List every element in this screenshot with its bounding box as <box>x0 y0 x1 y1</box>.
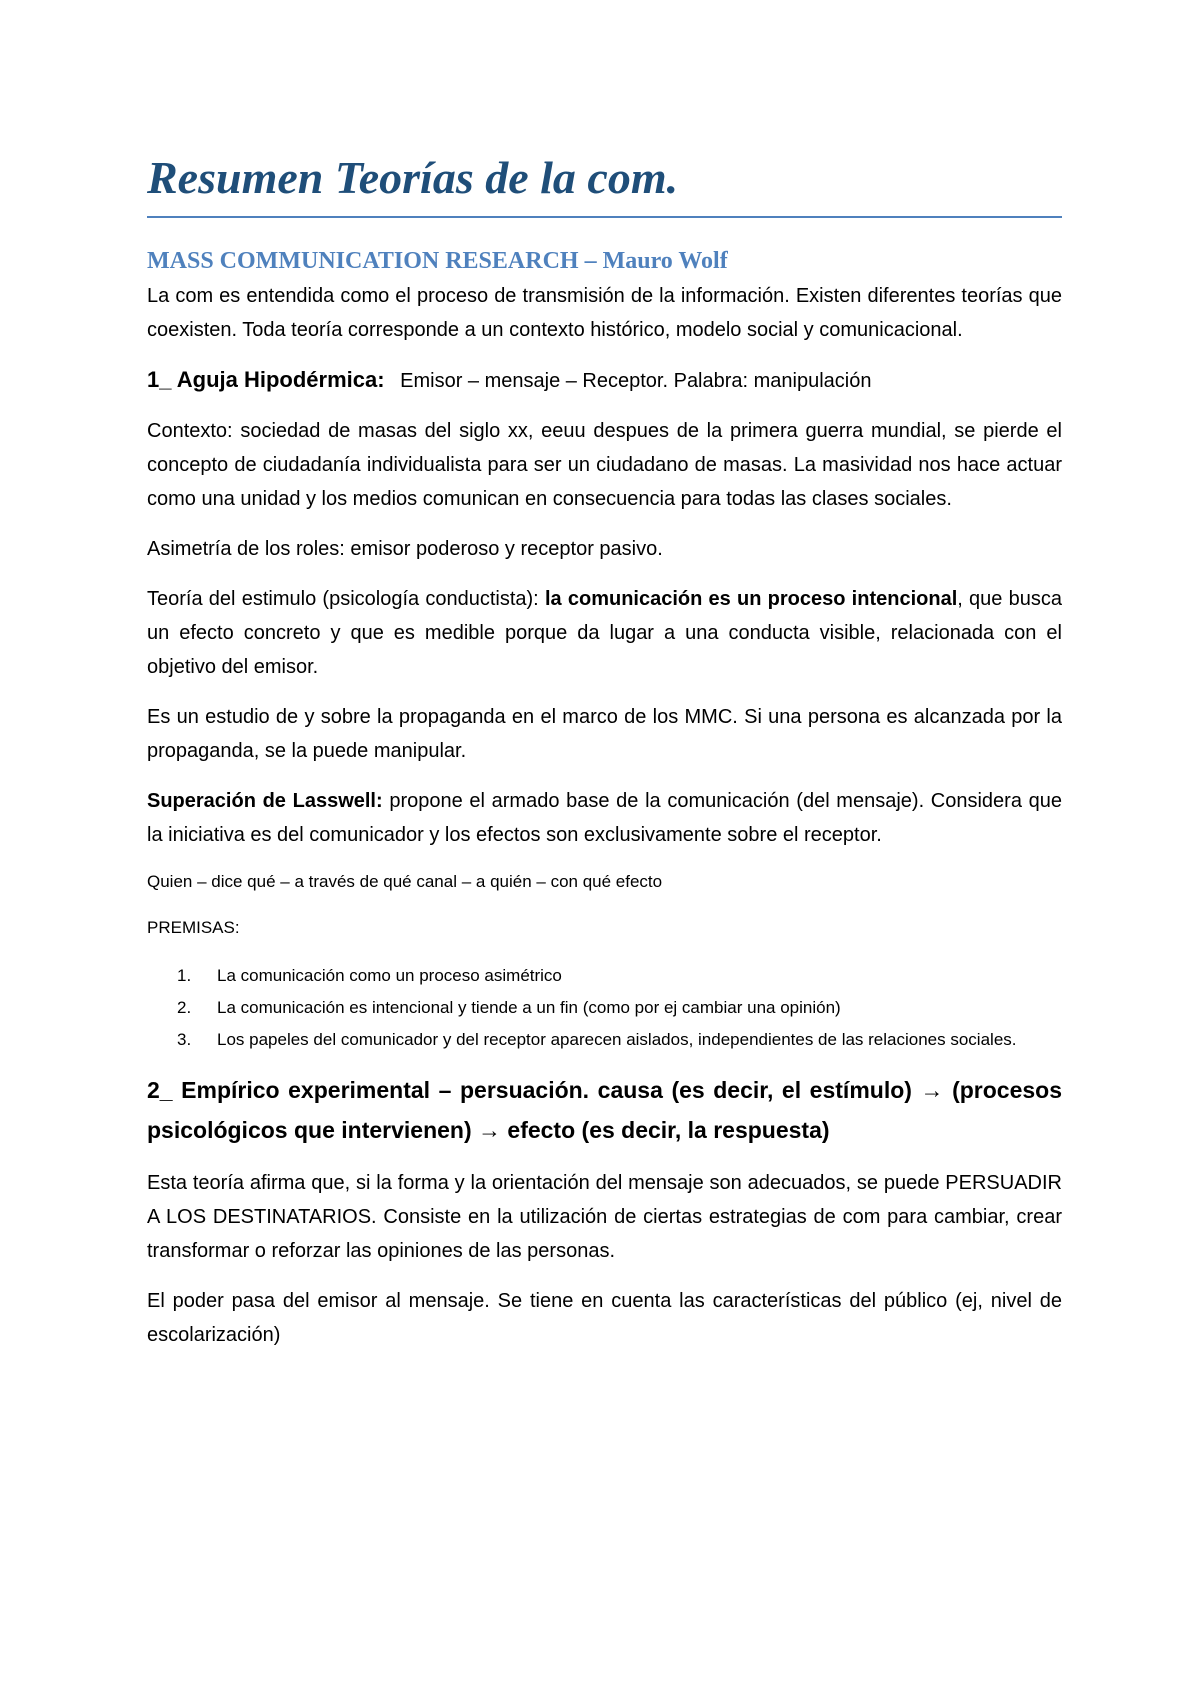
asimetria-paragraph: Asimetría de los roles: emisor poderoso y receptor pasivo. <box>147 538 663 560</box>
premisas-list <box>147 960 1062 1056</box>
lasswell-formula: Quien – dice qué – a través de qué canal – a quién – con qué efecto <box>147 872 663 891</box>
list-item <box>147 1024 1062 1056</box>
section1-subtitle: Emisor – mensaje – Receptor. Palabra: manipulación <box>400 370 872 392</box>
document-title: Resumen Teorías de la com. <box>147 150 1062 218</box>
section1-title: 1_ Aguja Hipodérmica: <box>147 367 385 392</box>
section2-paragraph-1: Esta teoría afirma que, si la forma y la orientación del mensaje son adecuados, se puede PERSUADIR A LOS DESTINATARIOS. Consiste en la utilización de ciertas estrategias de com para cambiar, crear transformar o reforzar las opiniones de las personas. <box>147 1172 1062 1262</box>
teoria-paragraph <box>147 582 1062 684</box>
document-content <box>147 150 1062 1368</box>
teoria-bold: la comunicación es un proceso intencional <box>544 588 958 610</box>
list-item <box>147 960 1062 992</box>
section2-heading: 2_ Empírico experimental – persuación. causa (es decir, el estímulo) → (procesos psicológicos que intervienen) → efecto (es decir, la respuesta) <box>147 1077 1062 1143</box>
section1-heading <box>147 363 1062 398</box>
intro-paragraph: La com es entendida como el proceso de transmisión de la información. Existen diferentes teorías que coexisten. Toda teoría corresponde a un contexto histórico, modelo social y comunicacional. <box>147 285 1062 341</box>
list-number: 3. <box>177 1030 192 1049</box>
list-text: Los papeles del comunicador y del receptor aparecen aislados, independientes de las relaciones sociales. <box>217 1030 1017 1049</box>
premisas-label: PREMISAS: <box>147 918 240 937</box>
list-text: La comunicación es intencional y tiende a un fin (como por ej cambiar una opinión) <box>217 998 841 1017</box>
contexto-paragraph: Contexto: sociedad de masas del siglo xx, eeuu despues de la primera guerra mundial, se pierde el concepto de ciudadanía individualista para ser un ciudadano de masas. La masividad nos hace actuar como una unidad y los medios comunican en consecuencia para todas las clases sociales. <box>147 420 1062 510</box>
section-heading: MASS COMMUNICATION RESEARCH – Mauro Wolf <box>147 248 728 274</box>
estudio-paragraph: Es un estudio de y sobre la propaganda en el marco de los MMC. Si una persona es alcanzada por la propaganda, se la puede manipular. <box>147 706 1062 762</box>
section2-paragraph-2: El poder pasa del emisor al mensaje. Se tiene en cuenta las características del público (ej, nivel de escolarización) <box>147 1290 1062 1346</box>
list-item <box>147 992 1062 1024</box>
lasswell-paragraph <box>147 784 1062 852</box>
lasswell-label: Superación de Lasswell: <box>147 790 383 812</box>
list-number: 1. <box>177 966 192 985</box>
teoria-post: , que busca un efecto concreto y que es medible porque da lugar a una conducta visible, relacionada con el objetivo del emisor. <box>147 588 1062 678</box>
lasswell-text: propone el armado base de la comunicación (del mensaje). Considera que la iniciativa es del comunicador y los efectos son exclusivamente sobre el receptor. <box>147 790 1062 846</box>
list-text: La comunicación como un proceso asimétrico <box>217 966 562 985</box>
teoria-pre: Teoría del estimulo (psicología conductista): <box>147 588 545 610</box>
list-number: 2. <box>177 998 192 1017</box>
